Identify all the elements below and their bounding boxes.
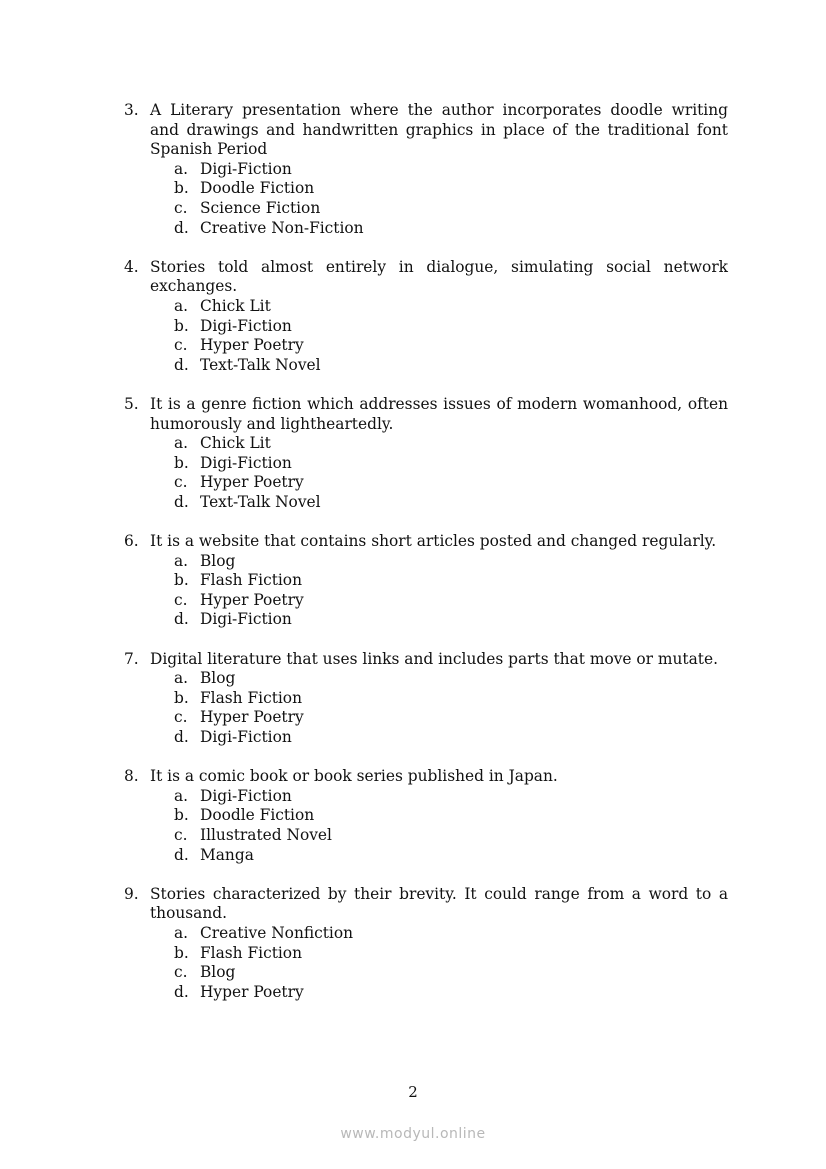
option-a: [124, 669, 728, 689]
option-text: Illustrated Novel: [200, 825, 332, 844]
question-7: [124, 650, 728, 748]
option-text: Text-Talk Novel: [200, 355, 321, 374]
page-number: 2: [408, 1083, 418, 1101]
question-list: [124, 101, 728, 1022]
question-number: 7.: [124, 649, 139, 668]
question-number: 8.: [124, 767, 139, 786]
option-letter: a.: [174, 551, 189, 570]
option-a: [124, 787, 728, 807]
question-number: 4.: [124, 257, 139, 276]
question-8: [124, 767, 728, 865]
option-d: [124, 846, 728, 866]
option-letter: c.: [174, 590, 188, 609]
option-text: Digi-Fiction: [200, 610, 292, 629]
option-letter: c.: [174, 473, 188, 492]
question-3: [124, 101, 728, 238]
option-letter: a.: [174, 786, 189, 805]
option-d: [124, 356, 728, 376]
option-letter: a.: [174, 159, 189, 178]
option-letter: d.: [174, 728, 189, 746]
option-letter: c.: [174, 336, 188, 355]
option-d: [124, 728, 728, 748]
option-b: [124, 179, 728, 199]
option-letter: b.: [174, 179, 189, 198]
option-text: Creative Non-Fiction: [200, 218, 364, 237]
option-text: Doodle Fiction: [200, 179, 315, 198]
option-list: [124, 552, 728, 630]
option-text: Blog: [200, 551, 236, 570]
option-text: Hyper Poetry: [200, 590, 304, 609]
option-a: [124, 160, 728, 180]
option-text: Blog: [200, 669, 236, 688]
option-letter: b.: [174, 453, 189, 472]
option-letter: a.: [174, 923, 189, 942]
option-letter: c.: [174, 198, 188, 217]
option-text: Hyper Poetry: [200, 473, 304, 492]
question-number: 6.: [124, 532, 139, 551]
question-number: 3.: [124, 101, 139, 119]
option-text: Digi-Fiction: [200, 728, 292, 746]
option-letter: c.: [174, 708, 188, 727]
option-c: [124, 708, 728, 728]
question-text: It is a website that contains short articles posted and changed regularly.: [150, 532, 717, 551]
option-text: Creative Nonfiction: [200, 923, 354, 942]
question-6: [124, 532, 728, 630]
question-text: It is a comic book or book series published in Japan.: [150, 767, 558, 786]
option-text: Flash Fiction: [200, 688, 302, 707]
question-number: 5.: [124, 394, 139, 413]
option-text: Chick Lit: [200, 434, 271, 453]
option-letter: d.: [174, 218, 189, 237]
option-b: [124, 317, 728, 337]
option-c: [124, 963, 728, 983]
question-5: [124, 395, 728, 513]
option-letter: a.: [174, 434, 189, 453]
question-text: Stories told almost entirely in dialogue, simulating social network exchanges.: [150, 257, 728, 296]
option-c: [124, 473, 728, 493]
option-c: [124, 336, 728, 356]
option-d: [124, 493, 728, 513]
option-letter: b.: [174, 688, 189, 707]
option-text: Hyper Poetry: [200, 982, 304, 1001]
option-text: Digi-Fiction: [200, 316, 292, 335]
option-c: [124, 199, 728, 219]
question-9: [124, 885, 728, 1003]
option-list: [124, 160, 728, 238]
option-text: Chick Lit: [200, 296, 271, 315]
option-letter: b.: [174, 316, 189, 335]
option-d: [124, 610, 728, 630]
question-text: It is a genre fiction which addresses issues of modern womanhood, often humorously and lightheartedly.: [150, 394, 728, 433]
option-d: [124, 219, 728, 239]
option-text: Hyper Poetry: [200, 708, 304, 727]
option-text: Manga: [200, 845, 254, 864]
question-text: Stories characterized by their brevity. It could range from a word to a thousand.: [150, 884, 728, 923]
option-c: [124, 591, 728, 611]
option-a: [124, 434, 728, 454]
option-text: Science Fiction: [200, 198, 321, 217]
option-b: [124, 454, 728, 474]
option-b: [124, 689, 728, 709]
option-list: [124, 669, 728, 747]
option-list: [124, 297, 728, 375]
option-letter: b.: [174, 571, 189, 590]
option-text: Blog: [200, 963, 236, 982]
option-letter: d.: [174, 610, 189, 629]
option-letter: d.: [174, 355, 189, 374]
option-text: Hyper Poetry: [200, 336, 304, 355]
question-text: A Literary presentation where the author incorporates doodle writing and drawings and handwritten graphics in place of the traditional font Spanish Period: [150, 101, 728, 159]
option-a: [124, 552, 728, 572]
option-letter: d.: [174, 492, 189, 511]
option-text: Flash Fiction: [200, 943, 302, 962]
option-text: Digi-Fiction: [200, 786, 292, 805]
option-b: [124, 944, 728, 964]
option-letter: d.: [174, 982, 189, 1001]
option-b: [124, 571, 728, 591]
option-letter: b.: [174, 943, 189, 962]
option-letter: b.: [174, 806, 189, 825]
option-list: [124, 434, 728, 512]
question-4: [124, 258, 728, 376]
question-text: Digital literature that uses links and includes parts that move or mutate.: [150, 649, 718, 668]
option-text: Text-Talk Novel: [200, 492, 321, 511]
option-letter: d.: [174, 845, 189, 864]
option-text: Flash Fiction: [200, 571, 302, 590]
option-letter: a.: [174, 296, 189, 315]
option-letter: c.: [174, 963, 188, 982]
option-list: [124, 924, 728, 1002]
option-text: Digi-Fiction: [200, 453, 292, 472]
question-number: 9.: [124, 884, 139, 903]
watermark: www.modyul.online: [340, 1126, 486, 1142]
option-d: [124, 983, 728, 1003]
option-b: [124, 806, 728, 826]
option-text: Digi-Fiction: [200, 159, 292, 178]
option-a: [124, 924, 728, 944]
option-a: [124, 297, 728, 317]
option-letter: c.: [174, 825, 188, 844]
option-list: [124, 787, 728, 865]
option-text: Doodle Fiction: [200, 806, 315, 825]
option-c: [124, 826, 728, 846]
option-letter: a.: [174, 669, 189, 688]
